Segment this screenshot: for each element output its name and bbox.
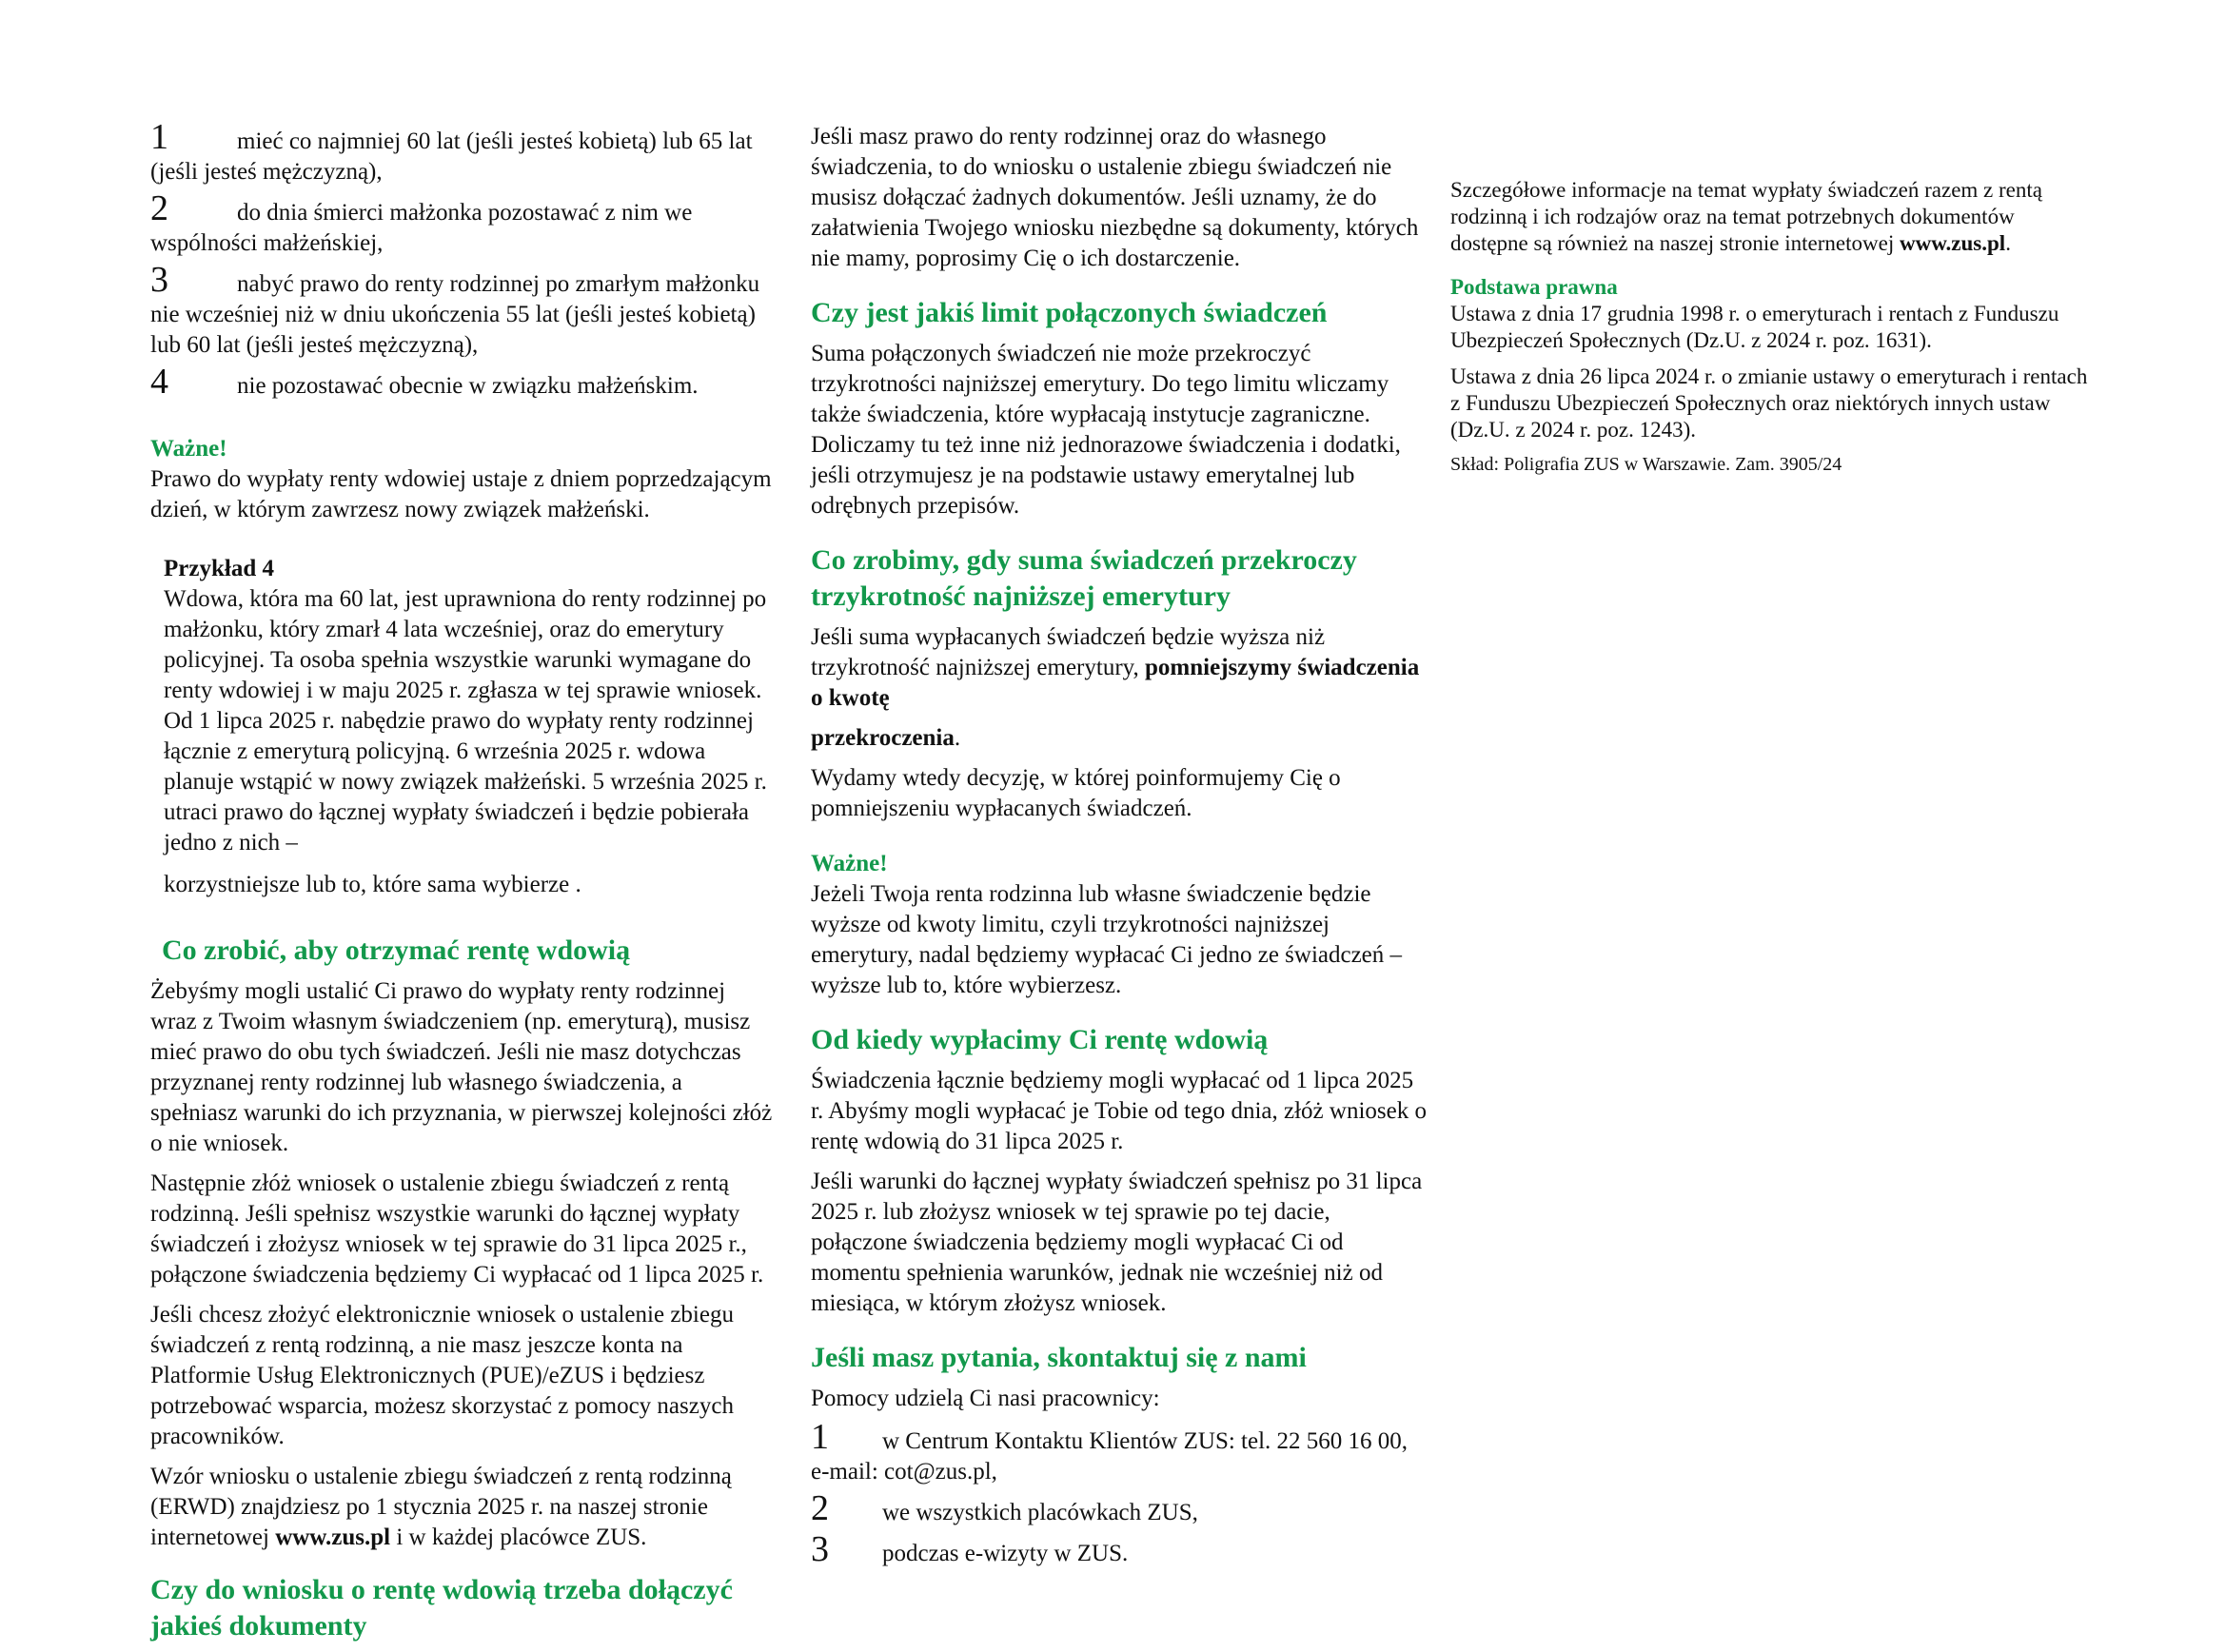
zus-website-text: www.zus.pl [1899, 231, 2006, 255]
emphasis-text: pomniejszymy świadczenia o kwotę [811, 655, 1420, 711]
contact-item [811, 1529, 1429, 1569]
emphasis-text: przekroczenia [811, 725, 955, 751]
paragraph-text: Szczegółowe informacje na temat wypłaty świadczeń razem z rentą rodzinną i ich rodzajów oraz na temat potrzebnych dokumentów dostępne są również na naszej stronie internetowej [1450, 178, 2042, 255]
example-body-tail: korzystniejsze lub to, które sama wybierze . [164, 872, 581, 897]
condition-item [150, 260, 775, 361]
section-heading-limit: Czy jest jakiś limit połączonych świadczeń [811, 297, 1328, 328]
paragraph: Suma połączonych świadczeń nie może przekroczyć trzykrotności najniższej emerytury. Do tego limitu wliczamy także świadczenia, które wypłacają instytucje zagraniczne. Doliczamy tu też inne niż jednorazowe świadczenia i dodatki, jeśli otrzymujesz je na podstawie ustawy emerytalnej lub odrębnych przepisów. [811, 341, 1401, 519]
zus-website-text: www.zus.pl [275, 1524, 391, 1550]
contact-item [811, 1417, 1429, 1487]
contact-text: podczas e-wizyty w ZUS. [882, 1541, 1129, 1566]
column-right [1450, 177, 2092, 485]
item-number: 2 [150, 188, 168, 228]
column-left [150, 117, 775, 1652]
section-heading-przekroczy: Co zrobimy, gdy suma świadczeń przekroczy trzykrotność najniższej emerytury [811, 544, 1357, 612]
column-middle [811, 122, 1429, 1575]
contact-text: we wszystkich placówkach ZUS, [882, 1500, 1198, 1525]
paragraph: Świadczenia łącznie będziemy mogli wypłacać od 1 lipca 2025 r. Abyśmy mogli wypłacać je Tobie od tego dnia, złóż wniosek o rentę wdowią do 31 lipca 2025 r. [811, 1068, 1427, 1154]
condition-item [150, 362, 775, 402]
contact-intro: Pomocy udzielą Ci nasi pracownicy: [811, 1386, 1160, 1411]
paragraph: Żebyśmy mogli ustalić Ci prawo do wypłaty renty rodzinnej wraz z Twoim własnym świadczeniem (np. emeryturą), musisz mieć prawo do obu tych świadczeń. Jeśli nie masz dotychczas przyznanej renty rodzinnej lub własnego świadczenia, a spełniasz warunki do ich przyznania, w pierwszej kolejności złóż o nie wniosek. [150, 978, 773, 1156]
item-number: 3 [811, 1529, 829, 1569]
item-number: 2 [811, 1488, 829, 1528]
section-heading-podstawa-prawna: Podstawa prawna [1450, 275, 1618, 299]
paragraph: Jeśli warunki do łącznej wypłaty świadczeń spełnisz po 31 lipca 2025 r. lub złożysz wniosek w tej sprawie po tej dacie, połączone świadczenia będziemy mogli wypłacać Ci od momentu spełnienia warunków, jednak nie wcześniej niż od miesiąca, w którym złożysz wniosek. [811, 1169, 1423, 1316]
contact-item [811, 1488, 1429, 1528]
example-box [164, 554, 775, 900]
paragraph: Jeśli masz prawo do renty rodzinnej oraz do własnego świadczenia, to do wniosku o ustalenie zbiegu świadczeń nie musisz dołączać żadnych dokumentów. Jeśli uznamy, że do załatwienia Twojego wniosku niezbędne są dokumenty, których nie mamy, poprosimy Cię o ich dostarczenie. [811, 124, 1419, 271]
item-number: 4 [150, 362, 168, 402]
example-title: Przykład 4 [164, 556, 274, 581]
item-number: 1 [811, 1417, 829, 1457]
paragraph [811, 622, 1429, 714]
paragraph-text: Wzór wniosku o ustalenie zbiegu świadczeń z rentą rodzinną (ERWD) znajdziesz po 1 stycznia 2025 r. na naszej stronie internetowej [150, 1464, 732, 1550]
condition-text: nabyć prawo do renty rodzinnej po zmarłym małżonku nie wcześniej niż w dniu ukończenia 55 lat (jeśli jesteś kobietą) lub 60 lat (jeśli jesteś mężczyzną), [150, 271, 760, 358]
paragraph: Następnie złóż wniosek o ustalenie zbiegu świadczeń z rentą rodzinną. Jeśli spełnisz wszystkie warunki do łącznej wypłaty świadczeń i złożysz wniosek w tej sprawie do 31 lipca 2025 r., połączone świadczenia będziemy Ci wypłacać od 1 lipca 2025 r. [150, 1170, 764, 1288]
paragraph-text: Jeśli suma wypłacanych świadczeń będzie wyższa niż trzykrotność najniższej emerytury, [811, 624, 1326, 680]
paragraph: Jeśli chcesz złożyć elektronicznie wniosek o ustalenie zbiegu świadczeń z rentą rodzinną, a nie masz jeszcze konta na Platformie Usług Elektronicznych (PUE)/eZUS i będziesz potrzebować wsparcia, możesz skorzystać z pomocy naszych pracowników. [150, 1302, 734, 1449]
important-note-title: Ważne! [150, 436, 227, 462]
paragraph-text: . [954, 725, 961, 751]
example-body: Wdowa, która ma 60 lat, jest uprawniona do renty rodzinnej po małżonku, który zmarł 4 lata wcześniej, oraz do emerytury policyjnej. Ta osoba spełnia wszystkie warunki wymagane do renty wdowiej i w maju 2025 r. zgłasza w tej sprawie wniosek. Od 1 lipca 2025 r. nabędzie prawo do wypłaty renty rodzinnej łącznie z emeryturą policyjną. 6 września 2025 r. wdowa planuje wstąpić w nowy związek małżeński. 5 września 2025 r. utraci prawo do łącznej wypłaty świadczeń i będzie pobierała jedno z nich – [164, 586, 767, 856]
section-heading-co-zrobic: Co zrobić, aby otrzymać rentę wdowią [162, 934, 631, 966]
contact-text: w Centrum Kontaktu Klientów ZUS: tel. 22 560 16 00, e-mail: cot@zus.pl, [811, 1428, 1408, 1485]
paragraph-text: i w każdej placówce ZUS. [390, 1524, 647, 1550]
paragraph [811, 723, 1429, 754]
paragraph: Wydamy wtedy decyzję, w której poinformujemy Cię o pomniejszeniu wypłacanych świadczeń. [811, 765, 1341, 821]
legal-reference: Ustawa z dnia 26 lipca 2024 r. o zmianie ustawy o emeryturach i rentach z Funduszu Ubezpieczeń Społecznych oraz niektórych innych ustaw (Dz.U. z 2024 r. poz. 1243). [1450, 364, 2088, 442]
section-heading-od-kiedy: Od kiedy wypłacimy Ci rentę wdowią [811, 1024, 1269, 1055]
legal-reference: Ustawa z dnia 17 grudnia 1998 r. o emeryturach i rentach z Funduszu Ubezpieczeń Społecznych (Dz.U. z 2024 r. poz. 1631). [1450, 302, 2059, 352]
item-number: 3 [150, 260, 168, 300]
condition-item [150, 188, 775, 259]
important-note-body: Jeżeli Twoja renta rodzinna lub własne świadczenie będzie wyższe od kwoty limitu, czyli trzykrotności najniższej emerytury, nadal będziemy wypłacać Ci jedno ze świadczeń – wyższe lub to, które wybierzesz. [811, 881, 1403, 998]
item-number: 1 [150, 117, 168, 157]
section-heading-dokumenty: Czy do wniosku o rentę wdowią trzeba dołączyć jakieś dokumenty [150, 1574, 733, 1642]
section-heading-kontakt: Jeśli masz pytania, skontaktuj się z nami [811, 1342, 1307, 1373]
condition-text: mieć co najmniej 60 lat (jeśli jesteś kobietą) lub 65 lat (jeśli jesteś mężczyzną), [150, 128, 753, 185]
condition-text: nie pozostawać obecnie w związku małżeńskim. [237, 373, 699, 399]
condition-item [150, 117, 775, 187]
paragraph-text: . [2005, 231, 2011, 255]
paragraph [150, 1462, 775, 1553]
important-note-body: Prawo do wypłaty renty wdowiej ustaje z dniem poprzedzającym dzień, w którym zawrzesz nowy związek małżeński. [150, 466, 772, 522]
condition-text: do dnia śmierci małżonka pozostawać z nim we wspólności małżeńskiej, [150, 200, 693, 256]
print-imprint: Skład: Poligrafia ZUS w Warszawie. Zam. 3905/24 [1450, 454, 1842, 475]
paragraph [1450, 177, 2092, 257]
important-note-title: Ważne! [811, 851, 888, 876]
